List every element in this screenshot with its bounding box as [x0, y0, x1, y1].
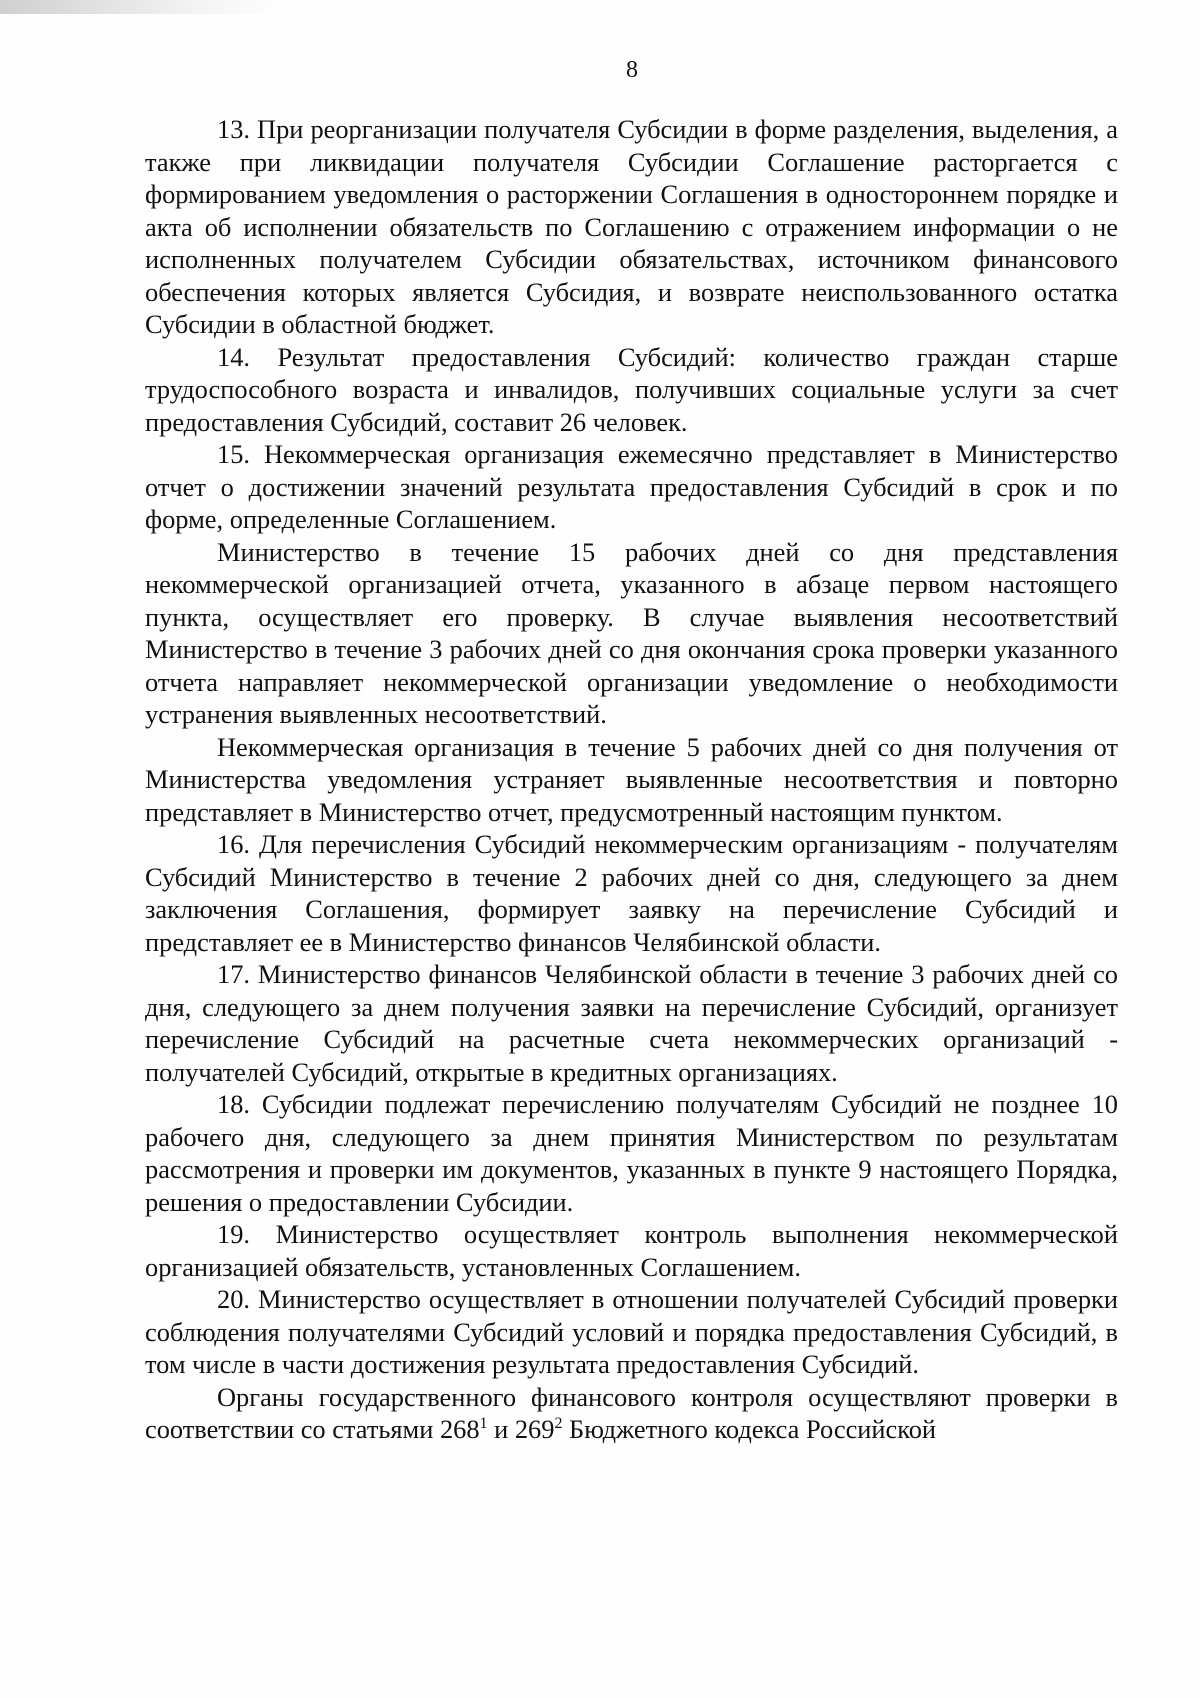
- paragraph-text-part: Органы государственного финансового контроля осуществляют проверки в соответствии со статьями 268: [145, 1381, 1118, 1444]
- paragraph-20: 20. Министерство осуществляет в отношении получателей Субсидий проверки соблюдения получателями Субсидий условий и порядка предоставления Субсидий, в том числе в части достижения результата предоставления Субсидий.: [145, 1284, 1118, 1379]
- paragraph-13: 13. При реорганизации получателя Субсидии в форме разделения, выделения, а также при ликвидации получателя Субсидии Соглашение расторгается с формированием уведомления о расторжении Соглашения в одностороннем порядке и акта об исполнении обязательств по Соглашению с отражением информации о не исполненных получателем Субсидии обязательствах, источником финансового обеспечения которых является Субсидия, и возврате неиспользованного остатка Субсидии в областной бюджет.: [145, 114, 1118, 339]
- paragraph-18: 18. Субсидии подлежат перечислению получателям Субсидий не позднее 10 рабочего дня, следующего за днем принятия Министерством по результатам рассмотрения и проверки им документов, указанных в пункте 9 настоящего Порядка, решения о предоставлении Субсидии.: [145, 1089, 1118, 1217]
- superscript: 1: [479, 1415, 488, 1433]
- paragraph-17: 17. Министерство финансов Челябинской области в течение 3 рабочих дней со дня, следующего за днем получения заявки на перечисление Субсидий, организует перечисление Субсидий на расчетные счета некоммерческих организаций - получателей Субсидий, открытые в кредитных организациях.: [145, 959, 1118, 1087]
- paragraph-15: 15. Некоммерческая организация ежемесячно представляет в Министерство отчет о достижении значений результата предоставления Субсидий в срок и по форме, определенные Соглашением.: [145, 439, 1118, 534]
- paragraph-15-part-2: Министерство в течение 15 рабочих дней со дня представления некоммерческой организацией отчета, указанного в абзаце первом настоящего пункта, осуществляет его проверку. В случае выявления несоответствий Министерство в течение 3 рабочих дней со дня окончания срока проверки указанного отчета направляет некоммерческой организации уведомление о необходимости устранения выявленных несоответствий.: [145, 536, 1118, 729]
- document-body: [145, 113, 1118, 1446]
- paragraph-text-part: Бюджетного кодекса Российской: [562, 1414, 937, 1444]
- scan-edge-shading: [0, 0, 280, 14]
- paragraph-19: 19. Министерство осуществляет контроль выполнения некоммерческой организацией обязательств, установленных Соглашением.: [145, 1219, 1118, 1282]
- paragraph-14: 14. Результат предоставления Субсидий: количество граждан старше трудоспособного возраста и инвалидов, получивших социальные услуги за счет предоставления Субсидий, составит 26 человек.: [145, 341, 1118, 437]
- paragraph-20-part-2: [145, 1381, 1118, 1446]
- page-number: 8: [626, 57, 638, 83]
- superscript: 2: [554, 1415, 563, 1433]
- paragraph-16: 16. Для перечисления Субсидий некоммерческим организациям - получателям Субсидий Министерство в течение 2 рабочих дней со дня, следующего за днем заключения Соглашения, формирует заявку на перечисление Субсидий и представляет ее в Министерство финансов Челябинской области.: [145, 829, 1118, 957]
- paragraph-text-part: и 269: [487, 1414, 555, 1444]
- paragraph-15-part-3: Некоммерческая организация в течение 5 рабочих дней со дня получения от Министерства уведомления устраняет выявленные несоответствия и повторно представляет в Министерство отчет, предусмотренный настоящим пунктом.: [145, 731, 1118, 827]
